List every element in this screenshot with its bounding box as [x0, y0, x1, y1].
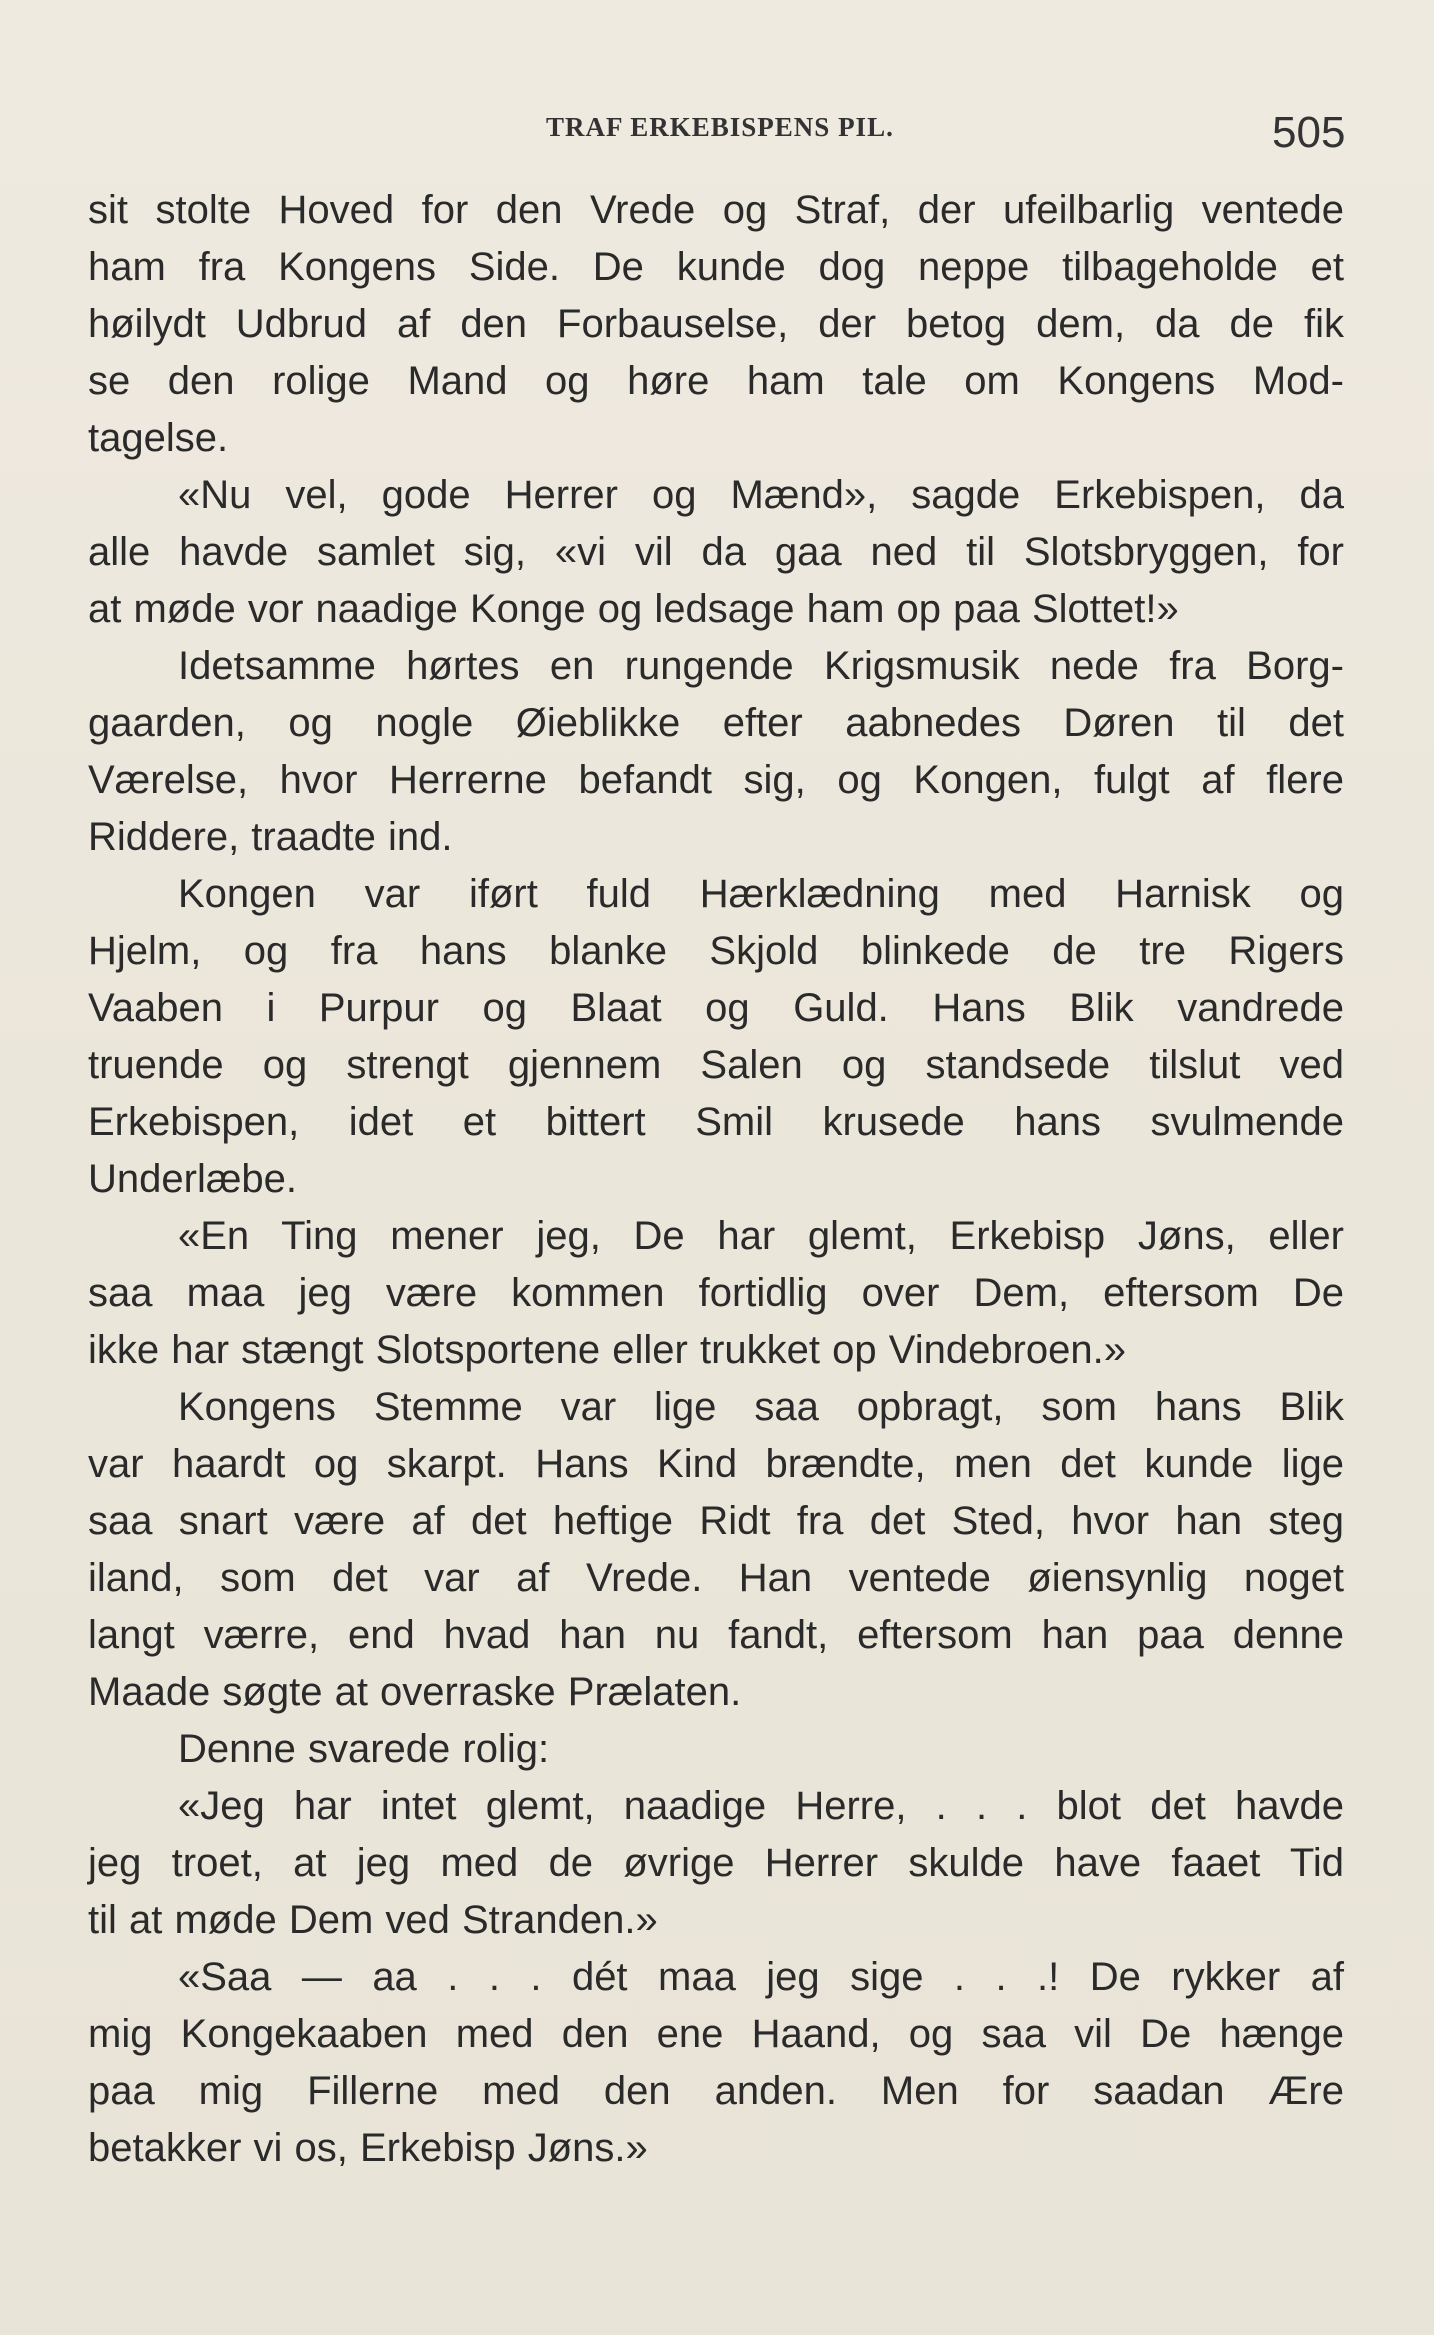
text-line: mig Kongekaaben med den ene Haand, og saa vil De hænge [88, 2012, 1344, 2056]
text-line: Erkebispen, idet et bittert Smil krusede hans svulmende [88, 1100, 1344, 1144]
text-line: gaarden, og nogle Øieblikke efter aabnedes Døren til det [88, 701, 1344, 745]
text-line: «Nu vel, gode Herrer og Mænd», sagde Erkebispen, da [178, 473, 1344, 517]
text-line: sit stolte Hoved for den Vrede og Straf, der ufeilbarlig ventede [88, 188, 1344, 232]
text-line: at møde vor naadige Konge og ledsage ham op paa Slottet!» [88, 587, 1179, 631]
text-line: ham fra Kongens Side. De kunde dog neppe tilbageholde et [88, 245, 1344, 289]
running-head: TRAF ERKEBISPENS PIL. [546, 112, 894, 142]
text-line: ikke har stængt Slotsportene eller trukket op Vindebroen.» [88, 1328, 1126, 1372]
text-line: se den rolige Mand og høre ham tale om Kongens Mod- [88, 359, 1344, 403]
text-line: truende og strengt gjennem Salen og standsede tilslut ved [88, 1043, 1344, 1087]
text-line: «Saa — aa . . . dét maa jeg sige . . .! De rykker af [178, 1955, 1344, 1999]
text-line: Værelse, hvor Herrerne befandt sig, og Kongen, fulgt af flere [88, 758, 1344, 802]
text-line: Hjelm, og fra hans blanke Skjold blinkede de tre Rigers [88, 929, 1344, 973]
text-line: langt værre, end hvad han nu fandt, eftersom han paa denne [88, 1613, 1344, 1657]
text-line: «Jeg har intet glemt, naadige Herre, . . . blot det havde [178, 1784, 1344, 1828]
text-line: tagelse. [88, 416, 229, 460]
text-line: Kongen var iført fuld Hærklædning med Harnisk og [178, 872, 1344, 916]
text-line: paa mig Fillerne med den anden. Men for saadan Ære [88, 2069, 1344, 2113]
body-text [88, 182, 1344, 2177]
text-line: alle havde samlet sig, «vi vil da gaa ned til Slotsbryggen, for [88, 530, 1344, 574]
text-line: saa snart være af det heftige Ridt fra det Sted, hvor han steg [88, 1499, 1344, 1543]
text-line: jeg troet, at jeg med de øvrige Herrer skulde have faaet Tid [88, 1841, 1344, 1885]
text-line: Vaaben i Purpur og Blaat og Guld. Hans Blik vandrede [88, 986, 1344, 1030]
text-line: høilydt Udbrud af den Forbauselse, der betog dem, da de fik [88, 302, 1344, 346]
text-line: iland, som det var af Vrede. Han ventede øiensynlig noget [88, 1556, 1344, 1600]
page-header [0, 100, 1434, 160]
page-number: 505 [1272, 108, 1346, 157]
text-line: var haardt og skarpt. Hans Kind brændte, men det kunde lige [88, 1442, 1344, 1486]
text-line: betakker vi os, Erkebisp Jøns.» [88, 2126, 648, 2170]
text-line: Riddere, traadte ind. [88, 815, 453, 859]
text-line: Idetsamme hørtes en rungende Krigsmusik nede fra Borg- [178, 644, 1344, 688]
text-line: til at møde Dem ved Stranden.» [88, 1898, 658, 1942]
text-line: Kongens Stemme var lige saa opbragt, som hans Blik [178, 1385, 1344, 1429]
text-line: saa maa jeg være kommen fortidlig over Dem, eftersom De [88, 1271, 1344, 1315]
text-line: Underlæbe. [88, 1157, 298, 1201]
text-line: Maade søgte at overraske Prælaten. [88, 1670, 742, 1714]
text-line: Denne svarede rolig: [178, 1727, 550, 1771]
text-line: «En Ting mener jeg, De har glemt, Erkebisp Jøns, eller [178, 1214, 1344, 1258]
